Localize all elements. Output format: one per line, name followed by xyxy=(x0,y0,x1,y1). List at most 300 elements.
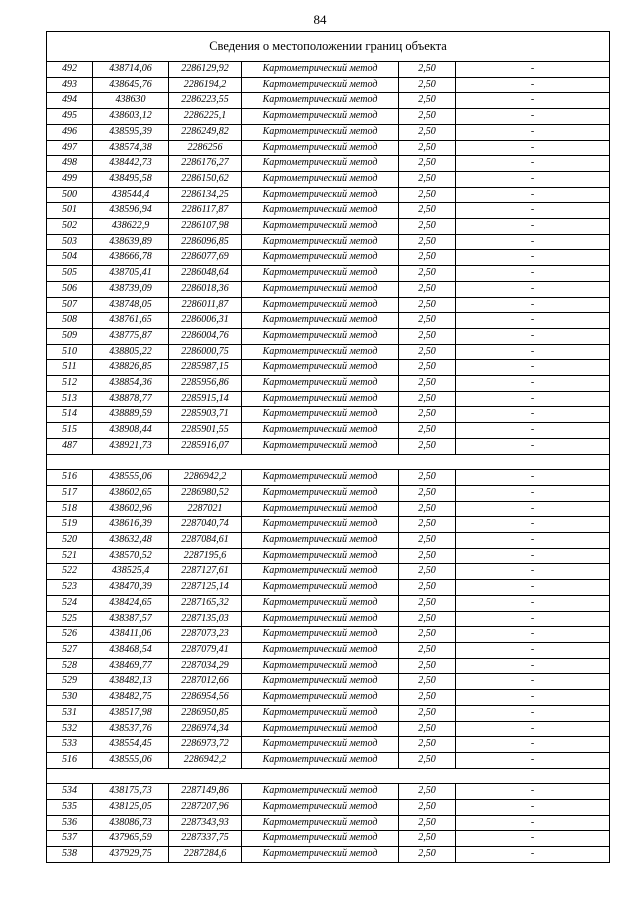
description: - xyxy=(456,548,610,564)
y-coordinate: 2286006,31 xyxy=(169,313,242,329)
x-coordinate: 438761,65 xyxy=(93,313,169,329)
table-row xyxy=(47,690,610,706)
accuracy: 2,50 xyxy=(399,737,456,753)
description: - xyxy=(456,77,610,93)
accuracy: 2,50 xyxy=(399,93,456,109)
accuracy: 2,50 xyxy=(399,847,456,863)
x-coordinate: 438555,06 xyxy=(93,752,169,768)
y-coordinate: 2286223,55 xyxy=(169,93,242,109)
accuracy: 2,50 xyxy=(399,485,456,501)
description: - xyxy=(456,501,610,517)
table-row xyxy=(47,62,610,78)
method: Картометрический метод xyxy=(242,815,399,831)
point-number: 533 xyxy=(47,737,93,753)
x-coordinate: 438554,45 xyxy=(93,737,169,753)
accuracy: 2,50 xyxy=(399,140,456,156)
description: - xyxy=(456,674,610,690)
x-coordinate: 437965,59 xyxy=(93,831,169,847)
table-row xyxy=(47,815,610,831)
method: Картометрический метод xyxy=(242,77,399,93)
point-number: 496 xyxy=(47,124,93,140)
y-coordinate: 2286225,1 xyxy=(169,109,242,125)
table-row xyxy=(47,737,610,753)
point-number: 512 xyxy=(47,376,93,392)
table-row xyxy=(47,187,610,203)
method: Картометрический метод xyxy=(242,281,399,297)
description: - xyxy=(456,690,610,706)
y-coordinate: 2285903,71 xyxy=(169,407,242,423)
method: Картометрический метод xyxy=(242,93,399,109)
y-coordinate: 2287165,32 xyxy=(169,595,242,611)
y-coordinate: 2286018,36 xyxy=(169,281,242,297)
table-row xyxy=(47,156,610,172)
y-coordinate: 2287343,93 xyxy=(169,815,242,831)
description: - xyxy=(456,376,610,392)
y-coordinate: 2286011,87 xyxy=(169,297,242,313)
accuracy: 2,50 xyxy=(399,376,456,392)
y-coordinate: 2286942,2 xyxy=(169,470,242,486)
table-row xyxy=(47,611,610,627)
table-row xyxy=(47,391,610,407)
method: Картометрический метод xyxy=(242,376,399,392)
method: Картометрический метод xyxy=(242,234,399,250)
table-row xyxy=(47,501,610,517)
point-number: 525 xyxy=(47,611,93,627)
y-coordinate: 2286048,64 xyxy=(169,266,242,282)
x-coordinate: 438908,44 xyxy=(93,423,169,439)
table-row xyxy=(47,784,610,800)
accuracy: 2,50 xyxy=(399,203,456,219)
method: Картометрический метод xyxy=(242,171,399,187)
accuracy: 2,50 xyxy=(399,800,456,816)
table-row xyxy=(47,234,610,250)
x-coordinate: 438666,78 xyxy=(93,250,169,266)
point-number: 537 xyxy=(47,831,93,847)
y-coordinate: 2286134,25 xyxy=(169,187,242,203)
y-coordinate: 2286004,76 xyxy=(169,328,242,344)
description: - xyxy=(456,250,610,266)
x-coordinate: 438086,73 xyxy=(93,815,169,831)
point-number: 487 xyxy=(47,438,93,454)
x-coordinate: 438517,98 xyxy=(93,705,169,721)
table-row xyxy=(47,313,610,329)
description: - xyxy=(456,140,610,156)
method: Картометрический метод xyxy=(242,485,399,501)
method: Картометрический метод xyxy=(242,595,399,611)
point-number: 522 xyxy=(47,564,93,580)
y-coordinate: 2287084,61 xyxy=(169,533,242,549)
accuracy: 2,50 xyxy=(399,171,456,187)
x-coordinate: 438442,73 xyxy=(93,156,169,172)
description: - xyxy=(456,784,610,800)
y-coordinate: 2287034,29 xyxy=(169,658,242,674)
description: - xyxy=(456,721,610,737)
accuracy: 2,50 xyxy=(399,187,456,203)
description: - xyxy=(456,485,610,501)
description: - xyxy=(456,627,610,643)
description: - xyxy=(456,234,610,250)
x-coordinate: 438596,94 xyxy=(93,203,169,219)
table-row xyxy=(47,831,610,847)
x-coordinate: 438854,36 xyxy=(93,376,169,392)
accuracy: 2,50 xyxy=(399,517,456,533)
description: - xyxy=(456,281,610,297)
table-row xyxy=(47,705,610,721)
method: Картометрический метод xyxy=(242,203,399,219)
x-coordinate: 438387,57 xyxy=(93,611,169,627)
description: - xyxy=(456,847,610,863)
description: - xyxy=(456,407,610,423)
method: Картометрический метод xyxy=(242,187,399,203)
method: Картометрический метод xyxy=(242,470,399,486)
accuracy: 2,50 xyxy=(399,501,456,517)
x-coordinate: 438602,96 xyxy=(93,501,169,517)
y-coordinate: 2287040,74 xyxy=(169,517,242,533)
point-number: 497 xyxy=(47,140,93,156)
separator-cell xyxy=(47,768,610,784)
x-coordinate: 438595,39 xyxy=(93,124,169,140)
table-row xyxy=(47,627,610,643)
accuracy: 2,50 xyxy=(399,266,456,282)
point-number: 519 xyxy=(47,517,93,533)
x-coordinate: 438424,65 xyxy=(93,595,169,611)
point-number: 532 xyxy=(47,721,93,737)
x-coordinate: 438705,41 xyxy=(93,266,169,282)
table-row xyxy=(47,376,610,392)
table-row xyxy=(47,564,610,580)
x-coordinate: 438570,52 xyxy=(93,548,169,564)
method: Картометрический метод xyxy=(242,784,399,800)
point-number: 528 xyxy=(47,658,93,674)
accuracy: 2,50 xyxy=(399,313,456,329)
y-coordinate: 2285956,86 xyxy=(169,376,242,392)
point-number: 527 xyxy=(47,643,93,659)
table-row xyxy=(47,847,610,863)
accuracy: 2,50 xyxy=(399,391,456,407)
point-number: 530 xyxy=(47,690,93,706)
y-coordinate: 2286176,27 xyxy=(169,156,242,172)
y-coordinate: 2285916,07 xyxy=(169,438,242,454)
description: - xyxy=(456,470,610,486)
accuracy: 2,50 xyxy=(399,62,456,78)
accuracy: 2,50 xyxy=(399,643,456,659)
x-coordinate: 438645,76 xyxy=(93,77,169,93)
method: Картометрический метод xyxy=(242,611,399,627)
point-number: 500 xyxy=(47,187,93,203)
table-row xyxy=(47,250,610,266)
table-row xyxy=(47,360,610,376)
method: Картометрический метод xyxy=(242,156,399,172)
accuracy: 2,50 xyxy=(399,533,456,549)
method: Картометрический метод xyxy=(242,831,399,847)
description: - xyxy=(456,705,610,721)
accuracy: 2,50 xyxy=(399,705,456,721)
y-coordinate: 2286000,75 xyxy=(169,344,242,360)
table-row xyxy=(47,423,610,439)
accuracy: 2,50 xyxy=(399,752,456,768)
x-coordinate: 438889,59 xyxy=(93,407,169,423)
table-row xyxy=(47,674,610,690)
accuracy: 2,50 xyxy=(399,250,456,266)
accuracy: 2,50 xyxy=(399,297,456,313)
point-number: 516 xyxy=(47,470,93,486)
point-number: 498 xyxy=(47,156,93,172)
method: Картометрический метод xyxy=(242,752,399,768)
point-number: 524 xyxy=(47,595,93,611)
table-row xyxy=(47,658,610,674)
accuracy: 2,50 xyxy=(399,548,456,564)
method: Картометрический метод xyxy=(242,705,399,721)
accuracy: 2,50 xyxy=(399,658,456,674)
x-coordinate: 437929,75 xyxy=(93,847,169,863)
accuracy: 2,50 xyxy=(399,109,456,125)
point-number: 513 xyxy=(47,391,93,407)
description: - xyxy=(456,109,610,125)
description: - xyxy=(456,752,610,768)
method: Картометрический метод xyxy=(242,533,399,549)
description: - xyxy=(456,93,610,109)
y-coordinate: 2287021 xyxy=(169,501,242,517)
method: Картометрический метод xyxy=(242,250,399,266)
description: - xyxy=(456,203,610,219)
y-coordinate: 2285915,14 xyxy=(169,391,242,407)
method: Картометрический метод xyxy=(242,109,399,125)
x-coordinate: 438714,06 xyxy=(93,62,169,78)
description: - xyxy=(456,564,610,580)
x-coordinate: 438175,73 xyxy=(93,784,169,800)
description: - xyxy=(456,266,610,282)
accuracy: 2,50 xyxy=(399,564,456,580)
x-coordinate: 438555,06 xyxy=(93,470,169,486)
description: - xyxy=(456,313,610,329)
accuracy: 2,50 xyxy=(399,234,456,250)
method: Картометрический метод xyxy=(242,721,399,737)
table-row xyxy=(47,548,610,564)
x-coordinate: 438748,05 xyxy=(93,297,169,313)
point-number: 495 xyxy=(47,109,93,125)
table-row xyxy=(47,752,610,768)
description: - xyxy=(456,344,610,360)
y-coordinate: 2286256 xyxy=(169,140,242,156)
table-row xyxy=(47,266,610,282)
x-coordinate: 438574,38 xyxy=(93,140,169,156)
x-coordinate: 438482,75 xyxy=(93,690,169,706)
method: Картометрический метод xyxy=(242,140,399,156)
method: Картометрический метод xyxy=(242,658,399,674)
description: - xyxy=(456,815,610,831)
point-number: 517 xyxy=(47,485,93,501)
y-coordinate: 2286954,56 xyxy=(169,690,242,706)
y-coordinate: 2287079,41 xyxy=(169,643,242,659)
y-coordinate: 2286150,62 xyxy=(169,171,242,187)
accuracy: 2,50 xyxy=(399,281,456,297)
y-coordinate: 2287149,86 xyxy=(169,784,242,800)
point-number: 510 xyxy=(47,344,93,360)
y-coordinate: 2287125,14 xyxy=(169,580,242,596)
x-coordinate: 438603,12 xyxy=(93,109,169,125)
description: - xyxy=(456,611,610,627)
x-coordinate: 438921,73 xyxy=(93,438,169,454)
accuracy: 2,50 xyxy=(399,595,456,611)
table-row xyxy=(47,93,610,109)
table-row xyxy=(47,77,610,93)
y-coordinate: 2287012,66 xyxy=(169,674,242,690)
y-coordinate: 2286980,52 xyxy=(169,485,242,501)
point-number: 523 xyxy=(47,580,93,596)
table-row xyxy=(47,643,610,659)
accuracy: 2,50 xyxy=(399,124,456,140)
point-number: 511 xyxy=(47,360,93,376)
accuracy: 2,50 xyxy=(399,328,456,344)
method: Картометрический метод xyxy=(242,847,399,863)
description: - xyxy=(456,800,610,816)
y-coordinate: 2286107,98 xyxy=(169,219,242,235)
method: Картометрический метод xyxy=(242,580,399,596)
table-row xyxy=(47,203,610,219)
table-row xyxy=(47,721,610,737)
method: Картометрический метод xyxy=(242,501,399,517)
table-row xyxy=(47,438,610,454)
description: - xyxy=(456,595,610,611)
description: - xyxy=(456,156,610,172)
point-number: 531 xyxy=(47,705,93,721)
table-title-row xyxy=(47,32,610,62)
x-coordinate: 438469,77 xyxy=(93,658,169,674)
description: - xyxy=(456,658,610,674)
table-row xyxy=(47,595,610,611)
accuracy: 2,50 xyxy=(399,674,456,690)
x-coordinate: 438739,09 xyxy=(93,281,169,297)
accuracy: 2,50 xyxy=(399,156,456,172)
accuracy: 2,50 xyxy=(399,77,456,93)
method: Картометрический метод xyxy=(242,266,399,282)
separator-cell xyxy=(47,454,610,470)
x-coordinate: 438630 xyxy=(93,93,169,109)
x-coordinate: 438525,4 xyxy=(93,564,169,580)
page-number: 84 xyxy=(313,12,327,27)
point-number: 516 xyxy=(47,752,93,768)
method: Картометрический метод xyxy=(242,674,399,690)
y-coordinate: 2286194,2 xyxy=(169,77,242,93)
x-coordinate: 438602,65 xyxy=(93,485,169,501)
y-coordinate: 2286117,87 xyxy=(169,203,242,219)
table-row xyxy=(47,407,610,423)
point-number: 505 xyxy=(47,266,93,282)
point-number: 508 xyxy=(47,313,93,329)
x-coordinate: 438482,13 xyxy=(93,674,169,690)
point-number: 520 xyxy=(47,533,93,549)
table-row xyxy=(47,344,610,360)
description: - xyxy=(456,328,610,344)
table-row xyxy=(47,109,610,125)
method: Картометрический метод xyxy=(242,737,399,753)
y-coordinate: 2286249,82 xyxy=(169,124,242,140)
y-coordinate: 2286950,85 xyxy=(169,705,242,721)
point-number: 506 xyxy=(47,281,93,297)
y-coordinate: 2286942,2 xyxy=(169,752,242,768)
y-coordinate: 2287073,23 xyxy=(169,627,242,643)
x-coordinate: 438632,48 xyxy=(93,533,169,549)
x-coordinate: 438616,39 xyxy=(93,517,169,533)
point-number: 494 xyxy=(47,93,93,109)
description: - xyxy=(456,737,610,753)
description: - xyxy=(456,533,610,549)
table-row xyxy=(47,517,610,533)
method: Картометрический метод xyxy=(242,643,399,659)
description: - xyxy=(456,438,610,454)
x-coordinate: 438411,06 xyxy=(93,627,169,643)
x-coordinate: 438826,85 xyxy=(93,360,169,376)
y-coordinate: 2285901,55 xyxy=(169,423,242,439)
x-coordinate: 438537,76 xyxy=(93,721,169,737)
accuracy: 2,50 xyxy=(399,423,456,439)
accuracy: 2,50 xyxy=(399,344,456,360)
description: - xyxy=(456,580,610,596)
separator-row xyxy=(47,768,610,784)
point-number: 503 xyxy=(47,234,93,250)
description: - xyxy=(456,831,610,847)
point-number: 535 xyxy=(47,800,93,816)
y-coordinate: 2287207,96 xyxy=(169,800,242,816)
table-title: Сведения о местоположении границ объекта xyxy=(47,32,610,62)
point-number: 492 xyxy=(47,62,93,78)
point-number: 518 xyxy=(47,501,93,517)
accuracy: 2,50 xyxy=(399,580,456,596)
description: - xyxy=(456,62,610,78)
method: Картометрический метод xyxy=(242,313,399,329)
table-row xyxy=(47,140,610,156)
y-coordinate: 2286973,72 xyxy=(169,737,242,753)
description: - xyxy=(456,360,610,376)
point-number: 536 xyxy=(47,815,93,831)
method: Картометрический метод xyxy=(242,297,399,313)
y-coordinate: 2286077,69 xyxy=(169,250,242,266)
description: - xyxy=(456,517,610,533)
accuracy: 2,50 xyxy=(399,611,456,627)
point-number: 534 xyxy=(47,784,93,800)
point-number: 502 xyxy=(47,219,93,235)
y-coordinate: 2287127,61 xyxy=(169,564,242,580)
accuracy: 2,50 xyxy=(399,360,456,376)
x-coordinate: 438125,05 xyxy=(93,800,169,816)
point-number: 514 xyxy=(47,407,93,423)
table-row xyxy=(47,580,610,596)
y-coordinate: 2286129,92 xyxy=(169,62,242,78)
x-coordinate: 438639,89 xyxy=(93,234,169,250)
x-coordinate: 438878,77 xyxy=(93,391,169,407)
method: Картометрический метод xyxy=(242,690,399,706)
point-number: 521 xyxy=(47,548,93,564)
method: Картометрический метод xyxy=(242,627,399,643)
point-number: 538 xyxy=(47,847,93,863)
point-number: 526 xyxy=(47,627,93,643)
x-coordinate: 438468,54 xyxy=(93,643,169,659)
table-row xyxy=(47,470,610,486)
method: Картометрический метод xyxy=(242,219,399,235)
x-coordinate: 438622,9 xyxy=(93,219,169,235)
accuracy: 2,50 xyxy=(399,784,456,800)
point-number: 504 xyxy=(47,250,93,266)
description: - xyxy=(456,297,610,313)
method: Картометрический метод xyxy=(242,800,399,816)
table-row xyxy=(47,297,610,313)
accuracy: 2,50 xyxy=(399,721,456,737)
description: - xyxy=(456,219,610,235)
description: - xyxy=(456,643,610,659)
x-coordinate: 438470,39 xyxy=(93,580,169,596)
y-coordinate: 2287337,75 xyxy=(169,831,242,847)
accuracy: 2,50 xyxy=(399,627,456,643)
